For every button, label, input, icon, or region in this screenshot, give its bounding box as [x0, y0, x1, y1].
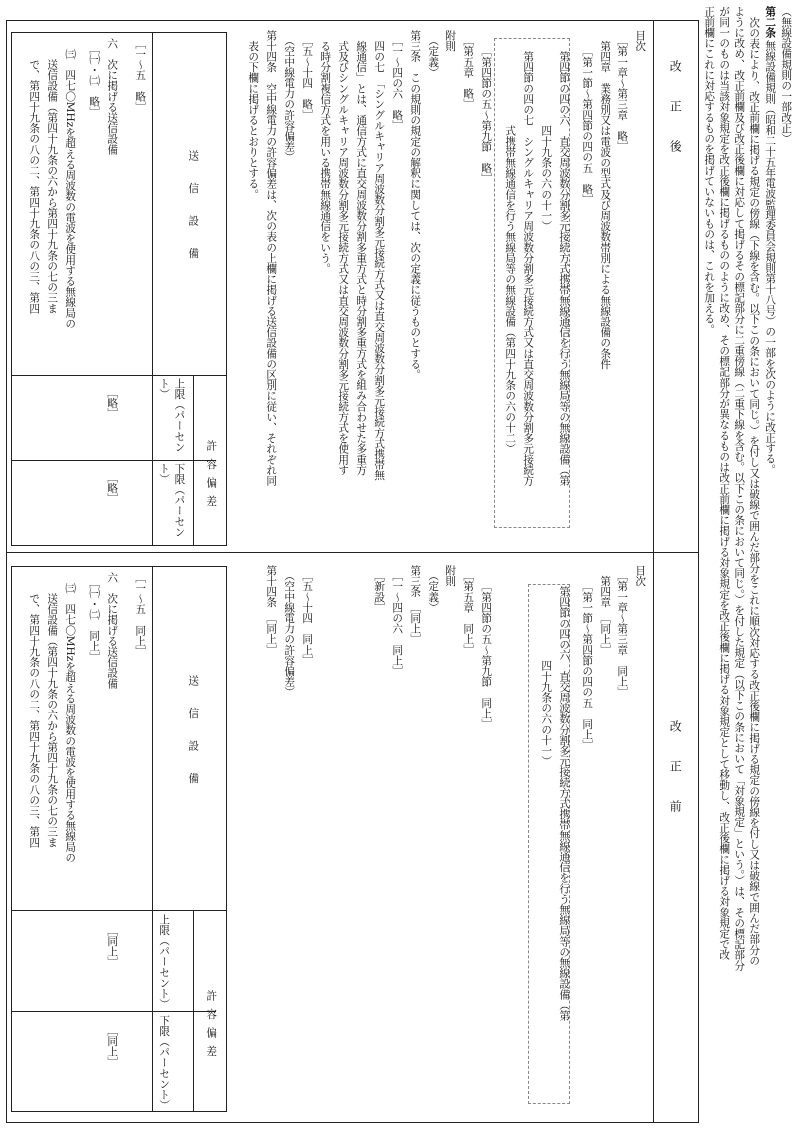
before-line: 第四章 ［同上］: [599, 565, 612, 656]
after-th-tolerance: 許容偏差: [205, 440, 218, 515]
after-row-6-sub12: ［㈠・㈡ 略］: [88, 38, 101, 118]
before-row-6-sub3-cont: 送信設備（第四十九条の六から第四十九条の七の三ま: [46, 572, 59, 848]
after-line: ［第一節～第四節の四の五 略］: [581, 30, 594, 205]
after-line: ［第五章 略］: [462, 30, 475, 110]
after-line: ［五～十四 略］: [301, 30, 314, 121]
after-line: 式携帯無線通信を行う無線局等の無線設備（第四十九条の六の十二）: [504, 30, 517, 454]
after-line: 表の下欄に掲げるとおりとする。: [247, 30, 260, 200]
article-label: 第二条: [764, 6, 777, 38]
after-line: 附則: [444, 30, 457, 52]
before-upper-value: ［同上］: [106, 925, 119, 968]
after-line: る時分割複信方式を用いる携帯無線通信をいう。: [319, 30, 332, 274]
after-line: 第四章 業務別又は電波の型式及び周波数帯別による無線設備の条件: [599, 30, 612, 370]
after-table-right: [226, 32, 227, 545]
before-col-divider: [11, 910, 227, 911]
before-row-6-sub3-cont: で、第四十九条の八の二、第四十九条の八の三、第四: [28, 572, 41, 848]
after-table-left: [11, 32, 12, 545]
before-th-tolerance: 許容偏差: [205, 990, 218, 1065]
before-th-equipment: 送信設備: [187, 675, 200, 806]
before-line: ［第一節～第四節の四の五 同上］: [581, 565, 594, 751]
after-upper-value: ［略］: [106, 387, 119, 419]
after-line: 四十九条の六の十一）: [540, 30, 553, 232]
before-heading: 改正前: [668, 720, 683, 840]
before-header-divider: [152, 566, 153, 1111]
before-line: 第四節の四の六 直交周波数分割多元接続方式携帯無線通信を行う無線局等の無線設備（第: [558, 565, 571, 1021]
before-table-top: [11, 566, 227, 567]
after-th-equipment: 送信設備: [187, 150, 200, 281]
before-line: ［新設］: [373, 565, 386, 613]
article-caption: （無線設備規則の一部改正）: [780, 6, 793, 144]
before-line: ［一～四の六 同上］: [391, 565, 404, 677]
after-header-divider: [152, 32, 153, 545]
heading-divider: [653, 20, 654, 1123]
before-line: ［第五章 同上］: [462, 565, 475, 656]
after-tol-divider: [193, 375, 194, 545]
after-th-lower: 下限（パーセント）: [158, 463, 186, 538]
after-row-6: 六 次に掲げる送信設備: [106, 38, 119, 155]
after-heading: 改正後: [668, 60, 683, 180]
after-line: ［一～四の六 略］: [391, 30, 404, 131]
before-line: （定義）: [427, 565, 440, 613]
after-table-bottom: [11, 545, 227, 546]
before-lower-value: ［同上］: [106, 1025, 119, 1068]
before-line: 四十九条の六の十一）: [540, 565, 553, 767]
before-line: 第三条 ［同上］: [409, 565, 422, 645]
after-line: 四の七 「シングルキャリア周波数分割多元接続方式又は直交周波数分割多元接続方式携帯無: [373, 30, 386, 481]
before-line: ［五～十四 同上］: [301, 565, 314, 666]
after-line: 目次: [634, 30, 647, 52]
before-table-bottom: [11, 1111, 227, 1112]
before-line: ［第四節の五～第九節 同上］: [480, 565, 493, 730]
after-line: ［第四節の五～第九節 略］: [480, 30, 493, 184]
after-line: 第三条 この規則の規定の解釈に関しては、次の定義に従うものとする。: [409, 30, 422, 380]
before-row-6-sub12: ［㈠・㈡ 同上］: [88, 572, 101, 663]
intro-line-3: が同一のものは当該対象規定を改正後欄に掲げるもののように改め、その標記部分が異なるものは改正前欄に掲げる対象規定を改正後欄に掲げる対象規定として移動し、改正後欄に掲げる対象規定で改: [718, 6, 731, 960]
before-tol-divider: [193, 910, 194, 1111]
before-th-lower: 下限（パーセント）: [158, 1015, 171, 1111]
intro-line-2: ように改め、改正前欄及び改正後欄に対応して掲げるその標記部分に二重傍線（二重下線を含む。以下この条において同じ。）を付した規定（以下この条において「対象規定」という。）は、その標記部分: [733, 6, 746, 971]
article-text: 無線設備規則（昭和二十五年電波監理委員会規則第十八号）の一部を次のように改正する。: [764, 40, 777, 475]
after-row-6-sub3-cont: 送信設備（第四十九条の六から第四十九条の七の三ま: [46, 38, 59, 314]
frame-left: [6, 20, 7, 1123]
before-row-6: 六 次に掲げる送信設備: [106, 572, 119, 689]
half-divider: [6, 552, 699, 553]
before-row-1: ［一～五 同上］: [134, 572, 147, 657]
intro-line-1: 次の表により、改正前欄に掲げる規定の傍線（下線を含む。以下この条において同じ。）を付し又は破線で囲んだ部分をこれに順次対応する改正後欄に掲げる規定の傍線を付し又は破線で囲んだ部分の: [748, 17, 761, 966]
intro-line-4: 正前欄にこれに対応するものを掲げていないものは、これを加える。: [703, 6, 716, 335]
after-th-upper: 上限（パーセント）: [158, 378, 186, 453]
after-line: （定義）: [427, 30, 440, 78]
frame-right: [698, 20, 699, 1123]
after-row-6-sub3: ㈢ 四七〇MHzを超える周波数の電波を使用する無線局の: [64, 38, 77, 329]
after-line: 式及びシングルキャリア周波数分割多元接続方式又は直交周波数分割多元接続方式を使用す: [337, 30, 350, 476]
after-line: 第四節の四の六 直交周波数分割多元接続方式携帯無線通信を行う無線局等の無線設備（第: [558, 30, 571, 486]
after-line: 第十四条 空中線電力の許容偏差は、次の表の上欄に掲げる送信設備の区別に従い、それぞれ同: [265, 30, 278, 486]
after-subcol-divider: [11, 460, 216, 461]
after-col-divider: [11, 375, 227, 376]
before-row-6-sub3: ㈢ 四七〇MHzを超える周波数の電波を使用する無線局の: [64, 572, 77, 863]
before-table-right: [226, 566, 227, 1111]
frame-bottom: [6, 1122, 699, 1123]
before-line: 目次: [634, 565, 647, 587]
before-table-left: [11, 566, 12, 1111]
after-line: （空中線電力の許容偏差）: [283, 30, 296, 163]
after-line: 線通信」とは、通信方式に直交周波数分割多重方式と時分割多重方式を組み合わせた多重方: [355, 30, 368, 476]
after-row-6-sub3-cont: で、第四十九条の八の二、第四十九条の八の三、第四: [28, 38, 41, 314]
frame-top: [6, 20, 699, 21]
before-th-upper: 上限（パーセント）: [158, 914, 171, 1010]
after-lower-value: ［略］: [106, 472, 119, 504]
before-line: ［第一章～第三章 同上］: [616, 565, 629, 698]
after-row-1: ［一～五 略］: [134, 38, 147, 113]
before-line: （空中線電力の許容偏差）: [283, 565, 296, 698]
after-line: 第四節の四の七 シングルキャリア周波数分割多元接続方式又は直交周波数分割多元接続方: [522, 30, 535, 486]
before-subcol-divider: [11, 1011, 216, 1012]
before-line: 第十四条 ［同上］: [265, 565, 278, 656]
before-line: 附則: [444, 565, 457, 587]
after-table-top: [11, 32, 227, 33]
after-line: ［第一章～第三章 略］: [616, 30, 629, 152]
